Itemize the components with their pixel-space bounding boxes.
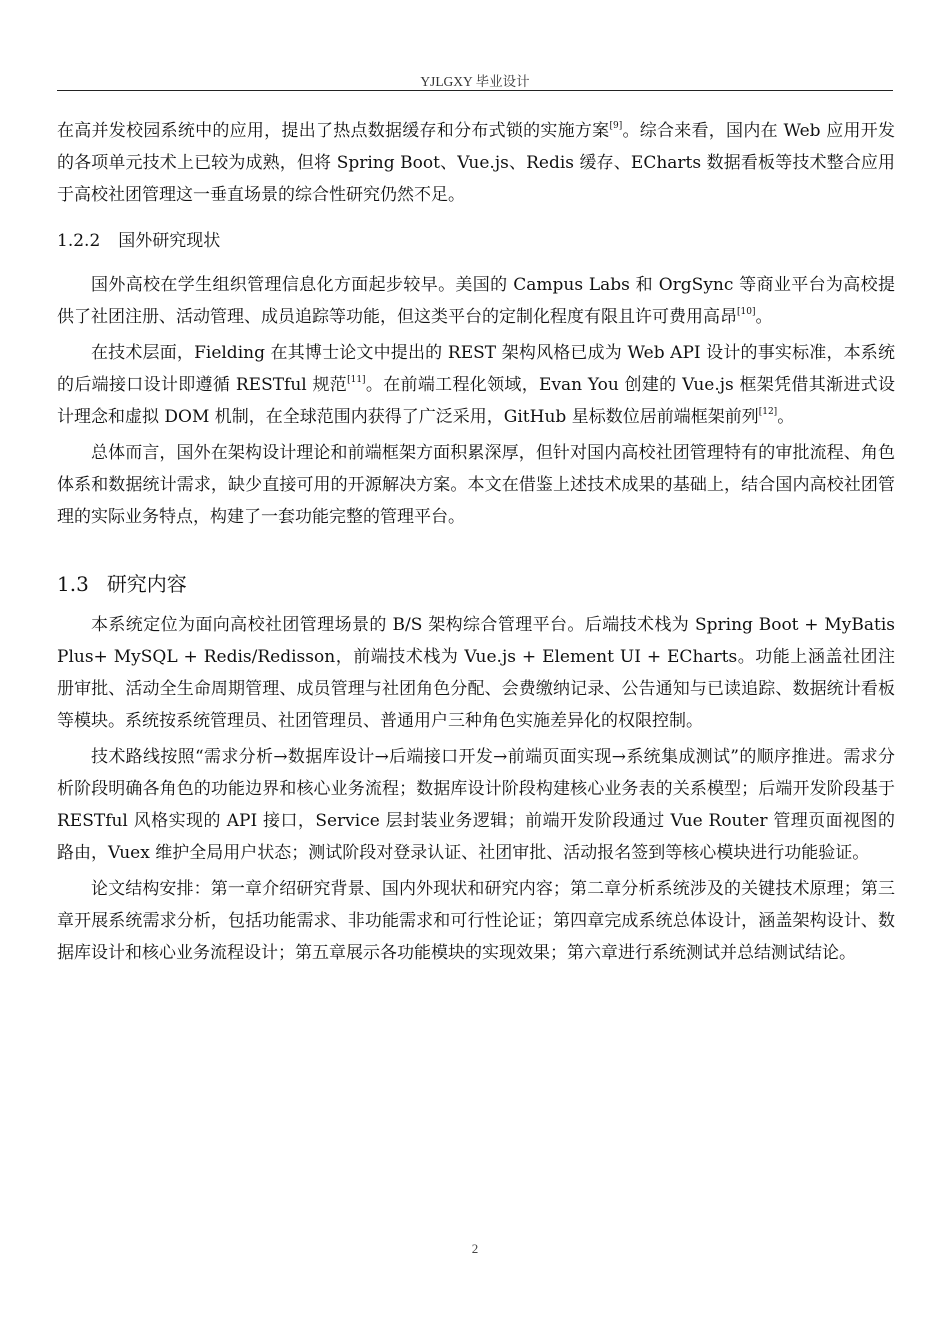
section-heading-1-3 — [57, 567, 895, 601]
text-run: 国外高校在学生组织管理信息化方面起步较早。美国的 Campus Labs 和 OrgSync 等商业平台为高校提供了社团注册、活动管理、成员追踪等功能，但这类平台的定制化程度有限且许可费用高昂 — [57, 275, 895, 327]
paragraph-technical-route: 技术路线按照“需求分析→数据库设计→后端接口开发→前端页面实现→系统集成测试”的顺序推进。需求分析阶段明确各角色的功能边界和核心业务流程；数据库设计阶段构建核心业务表的关系模型；后端开发阶段基于 RESTful 风格实现的 API 接口，Service 层封装业务逻辑；前端开发阶段通过 Vue Router 管理页面视图的路由，Vuex 维护全局用户状态；测试阶段对登录认证、社团审批、活动报名签到等核心模块进行功能验证。 — [57, 747, 895, 863]
paragraph-summary: 总体而言，国外在架构设计理论和前端框架方面积累深厚，但针对国内高校社团管理特有的审批流程、角色体系和数据统计需求，缺少直接可用的开源解决方案。本文在借鉴上述技术成果的基础上，结合国内高校社团管理的实际业务特点，构建了一套功能完整的管理平台。 — [57, 443, 895, 527]
citation-12: [12] — [758, 407, 778, 418]
page-content — [57, 115, 895, 969]
section-title: 国外研究现状 — [118, 231, 221, 251]
text-run: 。综合来看，国内在 Web 应用开发的各项单元技术上已较为成熟，但将 Spring Boot、Vue.js、Redis 缓存、ECharts 数据看板等技术整合应用于高校社团管理这一垂直场景的综合性研究仍然不足。 — [57, 121, 895, 205]
citation-11: [11] — [347, 375, 366, 386]
paragraph-foreign-overview — [57, 269, 895, 333]
section-number: 1.3 — [57, 572, 89, 596]
paragraph-technical-level — [57, 337, 895, 433]
citation-9: [9] — [609, 121, 623, 132]
paragraph-system-positioning: 本系统定位为面向高校社团管理场景的 B/S 架构综合管理平台。后端技术栈为 Spring Boot + MyBatis Plus+ MySQL + Redis/Redisson，前端技术栈为 Vue.js + Element UI + ECharts。功能上涵盖社团注册审批、活动全生命周期管理、成员管理与社团角色分配、会费缴纳记录、公告通知与已读追踪、数据统计看板等模块。系统按系统管理员、社团管理员、普通用户三种角色实施差异化的权限控制。 — [57, 615, 895, 731]
text-run: 。 — [755, 307, 773, 327]
header-divider — [57, 90, 893, 91]
section-title: 研究内容 — [106, 572, 187, 596]
text-run: 。 — [777, 407, 795, 427]
citation-10: [10] — [737, 307, 756, 318]
section-number: 1.2.2 — [57, 231, 101, 251]
paragraph-thesis-structure: 论文结构安排：第一章介绍研究背景、国内外现状和研究内容；第二章分析系统涉及的关键技术原理；第三章开展系统需求分析，包括功能需求、非功能需求和可行性论证；第四章完成系统总体设计，涵盖架构设计、数据库设计和核心业务流程设计；第五章展示各功能模块的实现效果；第六章进行系统测试并总结测试结论。 — [57, 879, 895, 963]
page-number: 2 — [471, 1241, 479, 1256]
page-header: YJLGXY 毕业设计 — [420, 74, 530, 89]
text-run: 在技术层面，Fielding 在其博士论文中提出的 REST 架构风格已成为 Web API 设计的事实标准，本系统的后端接口设计即遵循 RESTful 规范 — [57, 343, 895, 395]
subsection-heading-1-2-2 — [57, 225, 895, 257]
paragraph-continuation — [57, 115, 895, 211]
text-run: 。在前端工程化领域，Evan You 创建的 Vue.js 框架凭借其渐进式设计理念和虚拟 DOM 机制，在全球范围内获得了广泛采用，GitHub 星标数位居前端框架前列 — [57, 375, 895, 427]
text-run: 在高并发校园系统中的应用，提出了热点数据缓存和分布式锁的实施方案 — [57, 121, 610, 141]
